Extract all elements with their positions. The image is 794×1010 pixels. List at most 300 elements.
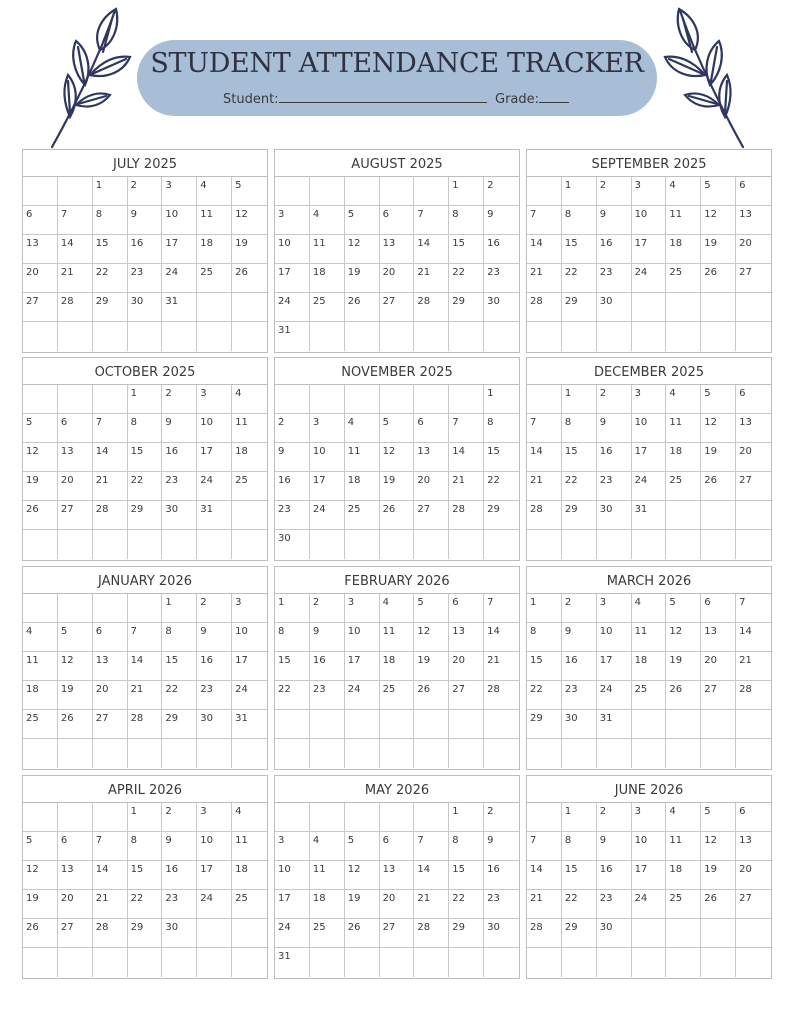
day-cell[interactable]: 11 <box>666 414 701 443</box>
day-cell[interactable]: 17 <box>597 652 632 681</box>
empty-day-cell[interactable] <box>128 594 163 623</box>
day-cell[interactable]: 14 <box>736 623 771 652</box>
empty-day-cell[interactable] <box>93 385 128 414</box>
day-cell[interactable]: 25 <box>232 890 267 919</box>
day-cell[interactable]: 2 <box>597 385 632 414</box>
empty-day-cell[interactable] <box>23 385 58 414</box>
empty-day-cell[interactable] <box>414 385 449 414</box>
day-cell[interactable]: 21 <box>449 472 484 501</box>
empty-day-cell[interactable] <box>310 739 345 768</box>
day-cell[interactable]: 18 <box>232 861 267 890</box>
empty-day-cell[interactable] <box>632 530 667 559</box>
empty-day-cell[interactable] <box>23 739 58 768</box>
day-cell[interactable]: 11 <box>310 861 345 890</box>
day-cell[interactable]: 1 <box>527 594 562 623</box>
day-cell[interactable]: 27 <box>93 710 128 739</box>
grade-field[interactable] <box>495 90 569 107</box>
day-cell[interactable]: 6 <box>380 206 415 235</box>
day-cell[interactable]: 10 <box>275 235 310 264</box>
empty-day-cell[interactable] <box>701 948 736 977</box>
empty-day-cell[interactable] <box>449 710 484 739</box>
day-cell[interactable]: 28 <box>93 919 128 948</box>
day-cell[interactable]: 21 <box>414 890 449 919</box>
day-cell[interactable]: 25 <box>666 890 701 919</box>
day-cell[interactable]: 27 <box>380 919 415 948</box>
empty-day-cell[interactable] <box>666 293 701 322</box>
day-cell[interactable]: 19 <box>23 890 58 919</box>
day-cell[interactable]: 30 <box>484 919 519 948</box>
empty-day-cell[interactable] <box>484 948 519 977</box>
day-cell[interactable]: 8 <box>128 832 163 861</box>
empty-day-cell[interactable] <box>527 385 562 414</box>
day-cell[interactable]: 9 <box>310 623 345 652</box>
day-cell[interactable]: 25 <box>632 681 667 710</box>
empty-day-cell[interactable] <box>310 385 345 414</box>
day-cell[interactable]: 17 <box>162 235 197 264</box>
day-cell[interactable]: 8 <box>562 832 597 861</box>
empty-day-cell[interactable] <box>527 322 562 351</box>
empty-day-cell[interactable] <box>701 710 736 739</box>
day-cell[interactable]: 27 <box>58 501 93 530</box>
empty-day-cell[interactable] <box>197 293 232 322</box>
day-cell[interactable]: 31 <box>632 501 667 530</box>
empty-day-cell[interactable] <box>562 530 597 559</box>
empty-day-cell[interactable] <box>666 501 701 530</box>
empty-day-cell[interactable] <box>345 530 380 559</box>
day-cell[interactable]: 25 <box>197 264 232 293</box>
empty-day-cell[interactable] <box>93 948 128 977</box>
empty-day-cell[interactable] <box>197 948 232 977</box>
empty-day-cell[interactable] <box>310 530 345 559</box>
empty-day-cell[interactable] <box>162 322 197 351</box>
empty-day-cell[interactable] <box>736 919 771 948</box>
day-cell[interactable]: 14 <box>93 861 128 890</box>
day-cell[interactable]: 5 <box>380 414 415 443</box>
empty-day-cell[interactable] <box>562 739 597 768</box>
day-cell[interactable]: 6 <box>736 803 771 832</box>
day-cell[interactable]: 27 <box>414 501 449 530</box>
day-cell[interactable]: 30 <box>162 501 197 530</box>
day-cell[interactable]: 16 <box>310 652 345 681</box>
day-cell[interactable]: 16 <box>197 652 232 681</box>
day-cell[interactable]: 6 <box>58 414 93 443</box>
empty-day-cell[interactable] <box>414 710 449 739</box>
day-cell[interactable]: 13 <box>736 832 771 861</box>
day-cell[interactable]: 11 <box>197 206 232 235</box>
empty-day-cell[interactable] <box>632 293 667 322</box>
day-cell[interactable]: 11 <box>232 414 267 443</box>
day-cell[interactable]: 3 <box>310 414 345 443</box>
day-cell[interactable]: 17 <box>197 443 232 472</box>
day-cell[interactable]: 21 <box>484 652 519 681</box>
day-cell[interactable]: 25 <box>23 710 58 739</box>
day-cell[interactable]: 3 <box>197 385 232 414</box>
day-cell[interactable]: 22 <box>449 890 484 919</box>
day-cell[interactable]: 17 <box>197 861 232 890</box>
day-cell[interactable]: 14 <box>58 235 93 264</box>
day-cell[interactable]: 10 <box>275 861 310 890</box>
day-cell[interactable]: 1 <box>449 177 484 206</box>
day-cell[interactable]: 2 <box>597 177 632 206</box>
day-cell[interactable]: 20 <box>93 681 128 710</box>
day-cell[interactable]: 8 <box>162 623 197 652</box>
empty-day-cell[interactable] <box>345 710 380 739</box>
empty-day-cell[interactable] <box>701 919 736 948</box>
day-cell[interactable]: 15 <box>449 861 484 890</box>
day-cell[interactable]: 26 <box>345 919 380 948</box>
day-cell[interactable]: 14 <box>449 443 484 472</box>
day-cell[interactable]: 3 <box>632 803 667 832</box>
day-cell[interactable]: 30 <box>597 501 632 530</box>
empty-day-cell[interactable] <box>484 710 519 739</box>
day-cell[interactable]: 28 <box>93 501 128 530</box>
grade-blank-line[interactable] <box>539 90 569 103</box>
empty-day-cell[interactable] <box>736 710 771 739</box>
day-cell[interactable]: 5 <box>701 177 736 206</box>
day-cell[interactable]: 8 <box>449 832 484 861</box>
day-cell[interactable]: 5 <box>345 832 380 861</box>
day-cell[interactable]: 30 <box>275 530 310 559</box>
day-cell[interactable]: 22 <box>527 681 562 710</box>
day-cell[interactable]: 15 <box>449 235 484 264</box>
empty-day-cell[interactable] <box>380 739 415 768</box>
day-cell[interactable]: 9 <box>162 414 197 443</box>
day-cell[interactable]: 24 <box>632 890 667 919</box>
empty-day-cell[interactable] <box>449 530 484 559</box>
day-cell[interactable]: 13 <box>58 861 93 890</box>
empty-day-cell[interactable] <box>527 530 562 559</box>
day-cell[interactable]: 8 <box>128 414 163 443</box>
empty-day-cell[interactable] <box>58 594 93 623</box>
empty-day-cell[interactable] <box>380 322 415 351</box>
day-cell[interactable]: 13 <box>23 235 58 264</box>
day-cell[interactable]: 19 <box>58 681 93 710</box>
day-cell[interactable]: 22 <box>275 681 310 710</box>
empty-day-cell[interactable] <box>232 322 267 351</box>
day-cell[interactable]: 22 <box>449 264 484 293</box>
day-cell[interactable]: 24 <box>197 472 232 501</box>
day-cell[interactable]: 28 <box>414 293 449 322</box>
day-cell[interactable]: 8 <box>484 414 519 443</box>
day-cell[interactable]: 2 <box>597 803 632 832</box>
empty-day-cell[interactable] <box>310 322 345 351</box>
day-cell[interactable]: 8 <box>527 623 562 652</box>
day-cell[interactable]: 1 <box>562 385 597 414</box>
empty-day-cell[interactable] <box>701 322 736 351</box>
day-cell[interactable]: 8 <box>562 414 597 443</box>
day-cell[interactable]: 5 <box>23 414 58 443</box>
day-cell[interactable]: 18 <box>666 443 701 472</box>
day-cell[interactable]: 17 <box>232 652 267 681</box>
empty-day-cell[interactable] <box>232 530 267 559</box>
day-cell[interactable]: 31 <box>162 293 197 322</box>
day-cell[interactable]: 13 <box>380 235 415 264</box>
day-cell[interactable]: 26 <box>701 472 736 501</box>
day-cell[interactable]: 16 <box>562 652 597 681</box>
day-cell[interactable]: 27 <box>449 681 484 710</box>
empty-day-cell[interactable] <box>162 530 197 559</box>
day-cell[interactable]: 17 <box>632 443 667 472</box>
day-cell[interactable]: 14 <box>414 861 449 890</box>
empty-day-cell[interactable] <box>232 948 267 977</box>
day-cell[interactable]: 28 <box>128 710 163 739</box>
empty-day-cell[interactable] <box>414 530 449 559</box>
day-cell[interactable]: 11 <box>666 832 701 861</box>
day-cell[interactable]: 17 <box>275 890 310 919</box>
empty-day-cell[interactable] <box>345 322 380 351</box>
day-cell[interactable]: 2 <box>162 803 197 832</box>
day-cell[interactable]: 1 <box>128 385 163 414</box>
day-cell[interactable]: 24 <box>197 890 232 919</box>
day-cell[interactable]: 11 <box>632 623 667 652</box>
day-cell[interactable]: 29 <box>527 710 562 739</box>
day-cell[interactable]: 13 <box>414 443 449 472</box>
day-cell[interactable]: 29 <box>128 919 163 948</box>
day-cell[interactable]: 28 <box>484 681 519 710</box>
empty-day-cell[interactable] <box>666 322 701 351</box>
day-cell[interactable]: 1 <box>562 803 597 832</box>
empty-day-cell[interactable] <box>449 948 484 977</box>
empty-day-cell[interactable] <box>414 948 449 977</box>
day-cell[interactable]: 18 <box>666 861 701 890</box>
day-cell[interactable]: 24 <box>345 681 380 710</box>
day-cell[interactable]: 15 <box>562 235 597 264</box>
day-cell[interactable]: 13 <box>58 443 93 472</box>
day-cell[interactable]: 29 <box>449 293 484 322</box>
day-cell[interactable]: 3 <box>632 177 667 206</box>
day-cell[interactable]: 20 <box>701 652 736 681</box>
empty-day-cell[interactable] <box>58 322 93 351</box>
day-cell[interactable]: 7 <box>58 206 93 235</box>
day-cell[interactable]: 17 <box>310 472 345 501</box>
empty-day-cell[interactable] <box>58 948 93 977</box>
empty-day-cell[interactable] <box>449 385 484 414</box>
day-cell[interactable]: 18 <box>632 652 667 681</box>
day-cell[interactable]: 7 <box>128 623 163 652</box>
day-cell[interactable]: 18 <box>310 264 345 293</box>
day-cell[interactable]: 30 <box>484 293 519 322</box>
day-cell[interactable]: 29 <box>93 293 128 322</box>
day-cell[interactable]: 4 <box>310 206 345 235</box>
day-cell[interactable]: 7 <box>414 832 449 861</box>
day-cell[interactable]: 13 <box>736 414 771 443</box>
day-cell[interactable]: 25 <box>666 264 701 293</box>
empty-day-cell[interactable] <box>736 501 771 530</box>
day-cell[interactable]: 15 <box>128 443 163 472</box>
day-cell[interactable]: 22 <box>128 890 163 919</box>
empty-day-cell[interactable] <box>345 948 380 977</box>
empty-day-cell[interactable] <box>310 803 345 832</box>
empty-day-cell[interactable] <box>23 803 58 832</box>
empty-day-cell[interactable] <box>632 710 667 739</box>
day-cell[interactable]: 3 <box>162 177 197 206</box>
empty-day-cell[interactable] <box>597 739 632 768</box>
day-cell[interactable]: 12 <box>23 443 58 472</box>
empty-day-cell[interactable] <box>275 710 310 739</box>
day-cell[interactable]: 11 <box>380 623 415 652</box>
day-cell[interactable]: 15 <box>275 652 310 681</box>
day-cell[interactable]: 5 <box>701 385 736 414</box>
empty-day-cell[interactable] <box>23 322 58 351</box>
empty-day-cell[interactable] <box>736 530 771 559</box>
day-cell[interactable]: 28 <box>527 501 562 530</box>
empty-day-cell[interactable] <box>128 530 163 559</box>
empty-day-cell[interactable] <box>632 948 667 977</box>
day-cell[interactable]: 16 <box>128 235 163 264</box>
empty-day-cell[interactable] <box>275 177 310 206</box>
day-cell[interactable]: 7 <box>527 206 562 235</box>
day-cell[interactable]: 20 <box>736 235 771 264</box>
empty-day-cell[interactable] <box>701 501 736 530</box>
day-cell[interactable]: 27 <box>736 472 771 501</box>
day-cell[interactable]: 10 <box>197 832 232 861</box>
day-cell[interactable]: 1 <box>162 594 197 623</box>
day-cell[interactable]: 7 <box>414 206 449 235</box>
day-cell[interactable]: 30 <box>597 919 632 948</box>
empty-day-cell[interactable] <box>449 322 484 351</box>
day-cell[interactable]: 26 <box>380 501 415 530</box>
day-cell[interactable]: 20 <box>736 443 771 472</box>
empty-day-cell[interactable] <box>93 594 128 623</box>
empty-day-cell[interactable] <box>197 739 232 768</box>
day-cell[interactable]: 29 <box>562 501 597 530</box>
day-cell[interactable]: 16 <box>162 861 197 890</box>
day-cell[interactable]: 16 <box>484 861 519 890</box>
day-cell[interactable]: 26 <box>58 710 93 739</box>
day-cell[interactable]: 18 <box>666 235 701 264</box>
day-cell[interactable]: 11 <box>310 235 345 264</box>
day-cell[interactable]: 10 <box>310 443 345 472</box>
day-cell[interactable]: 4 <box>666 177 701 206</box>
empty-day-cell[interactable] <box>632 322 667 351</box>
day-cell[interactable]: 2 <box>275 414 310 443</box>
day-cell[interactable]: 7 <box>93 414 128 443</box>
day-cell[interactable]: 6 <box>414 414 449 443</box>
day-cell[interactable]: 29 <box>449 919 484 948</box>
day-cell[interactable]: 12 <box>232 206 267 235</box>
day-cell[interactable]: 27 <box>58 919 93 948</box>
empty-day-cell[interactable] <box>736 948 771 977</box>
day-cell[interactable]: 15 <box>93 235 128 264</box>
day-cell[interactable]: 12 <box>345 235 380 264</box>
day-cell[interactable]: 3 <box>345 594 380 623</box>
day-cell[interactable]: 20 <box>736 861 771 890</box>
day-cell[interactable]: 31 <box>197 501 232 530</box>
day-cell[interactable]: 11 <box>345 443 380 472</box>
day-cell[interactable]: 28 <box>414 919 449 948</box>
day-cell[interactable]: 7 <box>93 832 128 861</box>
day-cell[interactable]: 15 <box>162 652 197 681</box>
day-cell[interactable]: 20 <box>23 264 58 293</box>
day-cell[interactable]: 31 <box>275 948 310 977</box>
empty-day-cell[interactable] <box>632 919 667 948</box>
day-cell[interactable]: 19 <box>701 861 736 890</box>
day-cell[interactable]: 4 <box>232 385 267 414</box>
day-cell[interactable]: 26 <box>23 501 58 530</box>
day-cell[interactable]: 17 <box>632 861 667 890</box>
empty-day-cell[interactable] <box>23 948 58 977</box>
empty-day-cell[interactable] <box>275 385 310 414</box>
day-cell[interactable]: 19 <box>666 652 701 681</box>
day-cell[interactable]: 28 <box>527 919 562 948</box>
day-cell[interactable]: 28 <box>736 681 771 710</box>
day-cell[interactable]: 14 <box>527 861 562 890</box>
empty-day-cell[interactable] <box>562 948 597 977</box>
day-cell[interactable]: 3 <box>275 832 310 861</box>
day-cell[interactable]: 12 <box>380 443 415 472</box>
day-cell[interactable]: 22 <box>562 264 597 293</box>
day-cell[interactable]: 13 <box>736 206 771 235</box>
day-cell[interactable]: 15 <box>128 861 163 890</box>
day-cell[interactable]: 2 <box>197 594 232 623</box>
day-cell[interactable]: 4 <box>197 177 232 206</box>
day-cell[interactable]: 9 <box>597 832 632 861</box>
day-cell[interactable]: 6 <box>23 206 58 235</box>
day-cell[interactable]: 30 <box>562 710 597 739</box>
empty-day-cell[interactable] <box>414 739 449 768</box>
day-cell[interactable]: 6 <box>736 177 771 206</box>
day-cell[interactable]: 8 <box>449 206 484 235</box>
day-cell[interactable]: 25 <box>310 293 345 322</box>
day-cell[interactable]: 23 <box>162 472 197 501</box>
empty-day-cell[interactable] <box>275 739 310 768</box>
day-cell[interactable]: 4 <box>380 594 415 623</box>
empty-day-cell[interactable] <box>310 948 345 977</box>
empty-day-cell[interactable] <box>736 739 771 768</box>
day-cell[interactable]: 11 <box>23 652 58 681</box>
day-cell[interactable]: 29 <box>484 501 519 530</box>
day-cell[interactable]: 26 <box>414 681 449 710</box>
day-cell[interactable]: 22 <box>562 472 597 501</box>
day-cell[interactable]: 5 <box>232 177 267 206</box>
empty-day-cell[interactable] <box>93 739 128 768</box>
day-cell[interactable]: 25 <box>380 681 415 710</box>
empty-day-cell[interactable] <box>58 177 93 206</box>
empty-day-cell[interactable] <box>23 177 58 206</box>
day-cell[interactable]: 2 <box>484 177 519 206</box>
day-cell[interactable]: 8 <box>562 206 597 235</box>
day-cell[interactable]: 11 <box>666 206 701 235</box>
day-cell[interactable]: 9 <box>484 206 519 235</box>
day-cell[interactable]: 10 <box>232 623 267 652</box>
day-cell[interactable]: 22 <box>162 681 197 710</box>
day-cell[interactable]: 2 <box>484 803 519 832</box>
day-cell[interactable]: 31 <box>597 710 632 739</box>
day-cell[interactable]: 1 <box>449 803 484 832</box>
day-cell[interactable]: 24 <box>162 264 197 293</box>
empty-day-cell[interactable] <box>380 177 415 206</box>
day-cell[interactable]: 26 <box>23 919 58 948</box>
day-cell[interactable]: 7 <box>527 832 562 861</box>
day-cell[interactable]: 12 <box>345 861 380 890</box>
day-cell[interactable]: 6 <box>736 385 771 414</box>
empty-day-cell[interactable] <box>632 739 667 768</box>
day-cell[interactable]: 13 <box>380 861 415 890</box>
student-blank-line[interactable] <box>279 90 487 103</box>
day-cell[interactable]: 5 <box>58 623 93 652</box>
empty-day-cell[interactable] <box>275 803 310 832</box>
day-cell[interactable]: 15 <box>562 861 597 890</box>
day-cell[interactable]: 23 <box>597 472 632 501</box>
empty-day-cell[interactable] <box>232 919 267 948</box>
day-cell[interactable]: 4 <box>666 385 701 414</box>
day-cell[interactable]: 21 <box>58 264 93 293</box>
day-cell[interactable]: 5 <box>701 803 736 832</box>
day-cell[interactable]: 10 <box>345 623 380 652</box>
day-cell[interactable]: 13 <box>701 623 736 652</box>
day-cell[interactable]: 4 <box>310 832 345 861</box>
day-cell[interactable]: 6 <box>93 623 128 652</box>
